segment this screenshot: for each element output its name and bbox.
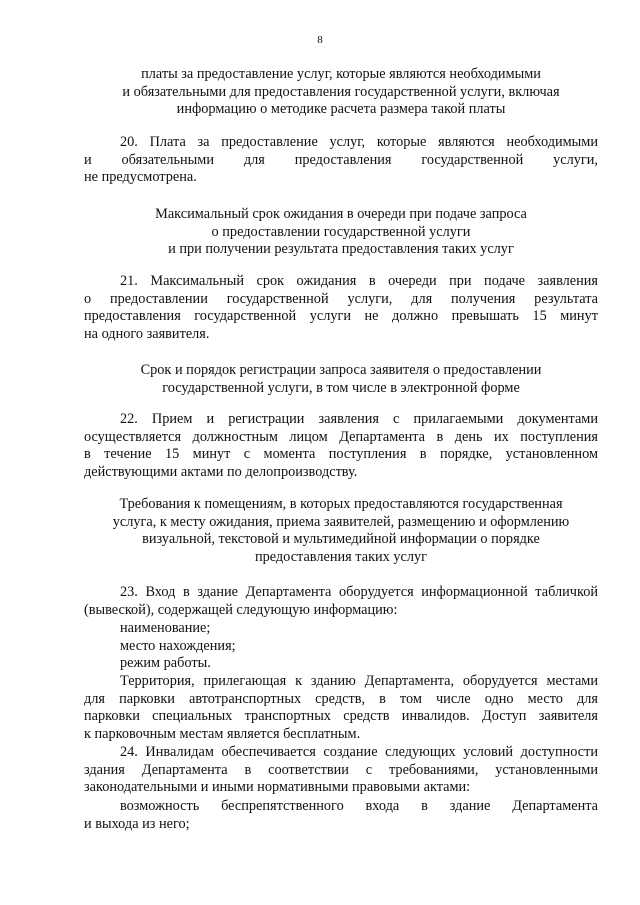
list-item: место нахождения; bbox=[120, 637, 236, 654]
paragraph-line: возможность беспрепятственного входа в здание Департамента bbox=[120, 798, 598, 814]
heading-line: и обязательными для предоставления государственной услуги, включая bbox=[122, 83, 560, 100]
paragraph-line: здания Департамента в соответствии с требованиями, установленными bbox=[84, 761, 598, 778]
paragraph-line: о предоставлении государственной услуги, для получения результата bbox=[84, 290, 598, 307]
paragraph-barrier-free-access bbox=[84, 798, 598, 833]
paragraph-24 bbox=[84, 744, 598, 797]
page-number: 8 bbox=[317, 34, 323, 46]
heading-line: визуальной, текстовой и мультимедийной информации о порядке bbox=[142, 531, 540, 548]
section-heading-fee bbox=[84, 66, 598, 119]
paragraph-parking bbox=[84, 673, 598, 743]
paragraph-line: не предусмотрена. bbox=[84, 169, 197, 186]
heading-line: о предоставлении государственной услуги bbox=[211, 223, 471, 240]
paragraph-line: осуществляется должностным лицом Департамента в день их поступления bbox=[84, 428, 598, 445]
paragraph-20 bbox=[84, 134, 598, 187]
paragraph-21 bbox=[84, 273, 598, 343]
section-heading-premises bbox=[84, 496, 598, 566]
paragraph-line: на одного заявителя. bbox=[84, 325, 210, 342]
list-item: режим работы. bbox=[120, 655, 211, 672]
heading-line: Максимальный срок ожидания в очереди при подаче запроса bbox=[155, 206, 527, 222]
list-item: наименование; bbox=[120, 620, 211, 636]
paragraph-line: предоставления государственной услуги не должно превышать 15 минут bbox=[84, 308, 598, 325]
heading-line: информацию о методике расчета размера такой платы bbox=[176, 101, 506, 118]
heading-line: Срок и порядок регистрации запроса заявителя о предоставлении bbox=[140, 362, 542, 378]
heading-line: Требования к помещениям, в которых предоставляются государственная bbox=[119, 496, 563, 512]
section-heading-waiting-time bbox=[84, 206, 598, 259]
heading-line: платы за предоставление услуг, которые являются необходимыми bbox=[141, 66, 541, 82]
paragraph-line: и обязательными для предоставления государственной услуги, bbox=[84, 151, 598, 168]
paragraph-line: 20. Плата за предоставление услуг, которые являются необходимыми bbox=[120, 134, 598, 150]
heading-line: предоставления таких услуг bbox=[254, 548, 428, 565]
paragraph-line: действующими актами по делопроизводству. bbox=[84, 463, 358, 480]
heading-line: государственной услуги, в том числе в электронной форме bbox=[162, 379, 520, 396]
paragraph-line: парковки специальных транспортных средств инвалидов. Доступ заявителя bbox=[84, 708, 598, 725]
paragraph-line: и выхода из него; bbox=[84, 815, 190, 832]
paragraph-line: законодательными и иными нормативными правовыми актами: bbox=[84, 779, 471, 796]
heading-line: услуга, к месту ожидания, приема заявителей, размещению и оформлению bbox=[112, 513, 570, 530]
paragraph-22 bbox=[84, 411, 598, 481]
paragraph-line: 22. Прием и регистрации заявления с прилагаемыми документами bbox=[120, 411, 598, 427]
paragraph-line: 23. Вход в здание Департамента оборудуется информационной табличкой bbox=[120, 584, 598, 600]
paragraph-line: к парковочным местам является бесплатным. bbox=[84, 725, 361, 742]
sign-info-list bbox=[84, 620, 598, 673]
paragraph-line: Территория, прилегающая к зданию Департамента, оборудуется местами bbox=[120, 673, 598, 689]
section-heading-registration bbox=[84, 362, 598, 397]
paragraph-line: (вывеской), содержащей следующую информацию: bbox=[84, 601, 398, 618]
paragraph-line: 21. Максимальный срок ожидания в очереди при подаче заявления bbox=[120, 273, 598, 289]
paragraph-line: в течение 15 минут с момента поступления в порядке, установленном bbox=[84, 446, 598, 463]
paragraph-23 bbox=[84, 584, 598, 619]
heading-line: и при получении результата предоставления таких услуг bbox=[168, 241, 514, 258]
paragraph-line: 24. Инвалидам обеспечивается создание следующих условий доступности bbox=[120, 744, 598, 760]
paragraph-line: для парковки автотранспортных средств, в том числе одно место для bbox=[84, 690, 598, 707]
